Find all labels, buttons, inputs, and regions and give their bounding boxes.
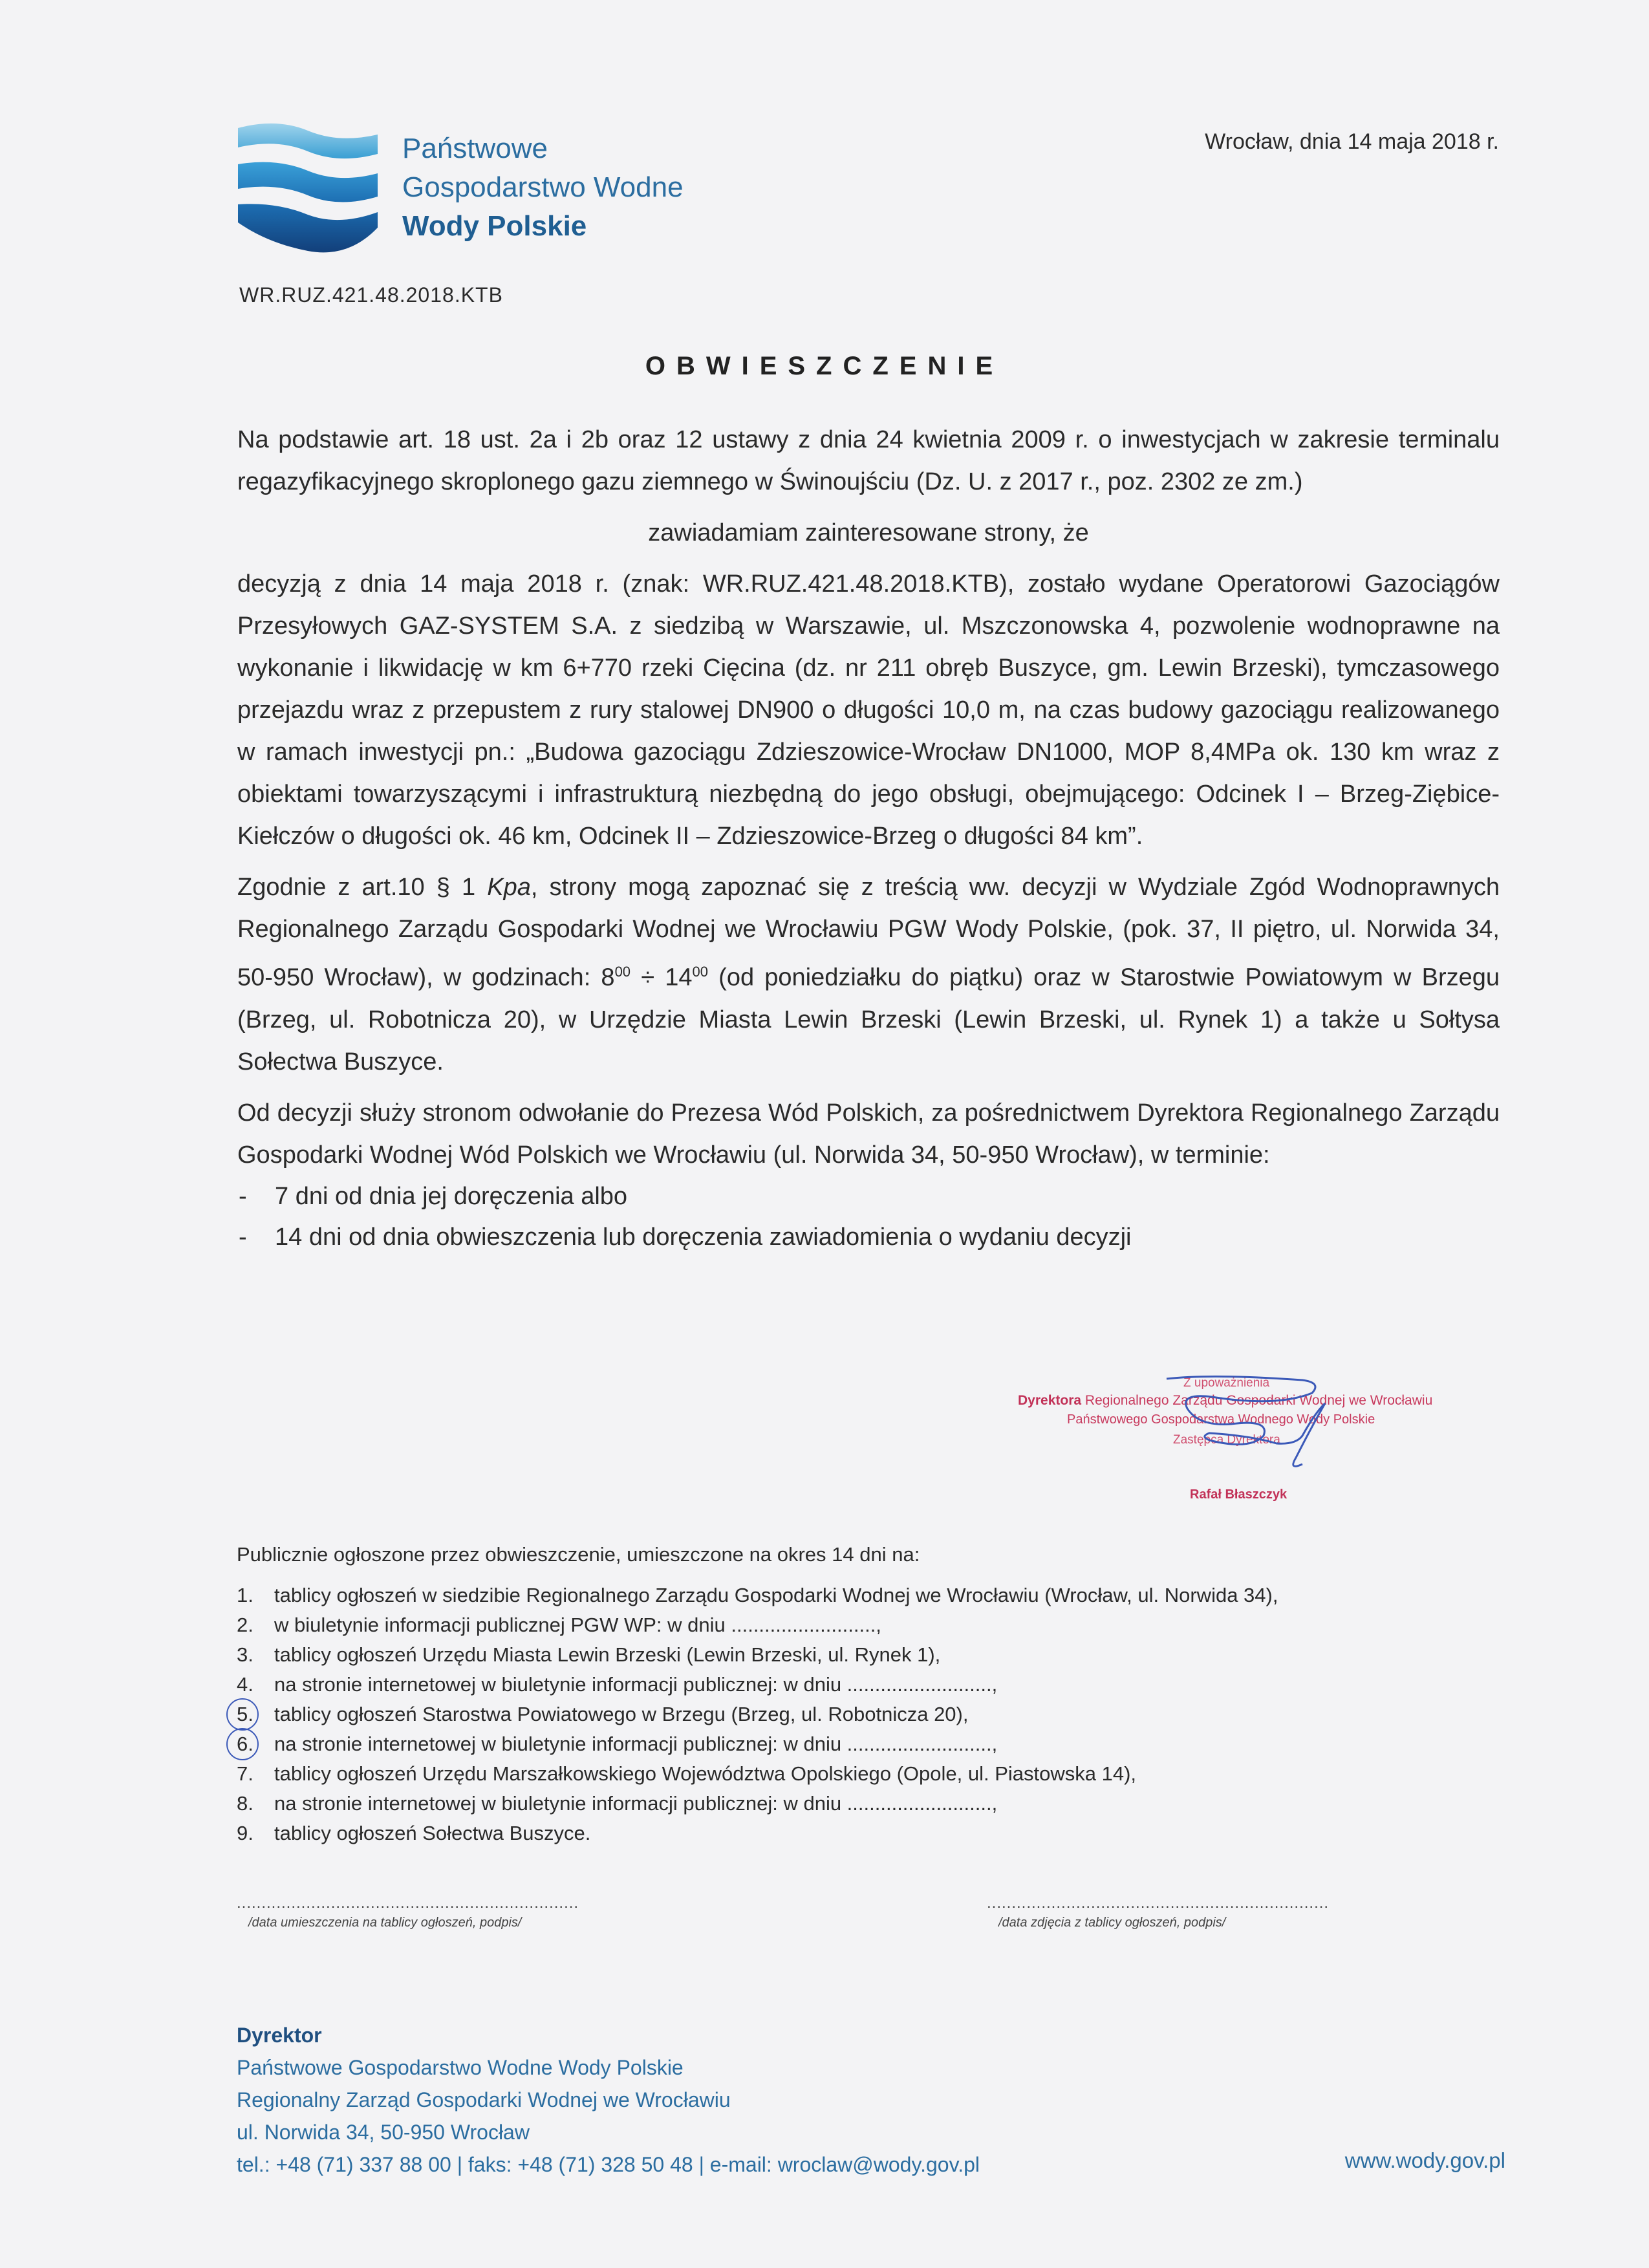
list-item [237,1789,1465,1819]
item-number: 5. [237,1703,253,1725]
place-date: Wrocław, dnia 14 maja 2018 r. [1205,129,1499,154]
org-name-line3: Wody Polskie [402,210,587,242]
appeal-paragraph: Od decyzji służy stronom odwołanie do Prezesa Wód Polskich, za pośrednictwem Dyrektora Regionalnego Zarządu Gospodarki Wodnej Wód Polskich we Wrocławiu (ul. Norwida 34, 50-950 Wrocław), w terminie: [237,1099,1500,1169]
hours-end: 14 [665,964,693,991]
document-title: OBWIESZCZENIE [645,352,1004,380]
list-item [237,1670,1465,1700]
hours-divider: ÷ [630,964,665,991]
org-name-line1: Państwowe [402,133,548,164]
inspection-text-c: (od poniedziałku do piątku) oraz w Starostwie Powiatowym w Brzegu (Brzeg, ul. Robotnicza 20), w Urzędzie Miasta Lewin Brzeski (Lewin Brzeski, ul. Rynek 1) a także u Sołtysa Sołectwa Buszyce. [237,964,1500,1075]
inspection-paragraph [237,867,1500,1083]
appeal-term-text: 14 dni od dnia obwieszczenia lub doręczenia zawiadomienia o wydaniu decyzji [275,1223,1132,1251]
list-item [237,1700,1465,1729]
item-text: tablicy ogłoszeń Starostwa Powiatowego w Brzegu (Brzeg, ul. Robotnicza 20), [274,1703,969,1725]
item-text: na stronie internetowej w biuletynie informacji publicznej: w dniu .........................., [274,1733,998,1755]
kpa-abbreviation: Kpa [487,874,531,901]
website-link[interactable]: www.wody.gov.pl [1344,2148,1505,2172]
handwritten-signature [1018,1374,1471,1516]
signature-caption: /data zdjęcia z tablicy ogłoszeń, podpis/ [998,1916,1226,1930]
dash-mark: - [239,1182,247,1210]
signature-dots: ..................................................................... [987,1894,1330,1912]
item-number: 8. [237,1792,253,1815]
item-text: tablicy ogłoszeń w siedzibie Regionalnego Zarządu Gospodarki Wodnej we Wrocławiu (Wrocław, ul. Norwida 34), [274,1584,1278,1606]
list-item [237,1217,1500,1258]
appeal-terms-list [237,1176,1500,1258]
footer-line: Państwowe Gospodarstwo Wodne Wody Polskie [237,2056,684,2079]
dash-mark: - [239,1223,247,1251]
appeal-term-text: 7 dni od dnia jej doręczenia albo [275,1182,628,1210]
signature-field-right [987,1894,1330,1930]
item-text: na stronie internetowej w biuletynie informacji publicznej: w dniu .........................., [274,1673,998,1696]
item-number: 2. [237,1614,253,1636]
footer-line: ul. Norwida 34, 50-950 Wrocław [237,2121,530,2144]
list-item [237,1610,1465,1640]
footer-line: Regionalny Zarząd Gospodarki Wodnej we Wrocławiu [237,2088,731,2111]
list-item [237,1819,1465,1848]
stamp-line4: Zastępca Dyrektora [1173,1433,1280,1447]
inspection-text-a: Zgodnie z art.10 § 1 [237,874,488,901]
hours-start-minutes: 00 [614,964,631,980]
list-item [237,1759,1465,1789]
item-number: 6. [237,1733,253,1755]
pen-circle-mark [226,1728,259,1760]
notification-line: zawiadamiam zainteresowane strony, że [648,519,1089,546]
hours-start: 8 [601,964,615,991]
case-reference: WR.RUZ.421.48.2018.KTB [239,283,503,307]
signature-field-left [237,1894,579,1930]
item-text: tablicy ogłoszeń Urzędu Miasta Lewin Brzeski (Lewin Brzeski, ul. Rynek 1), [274,1643,941,1666]
item-number: 4. [237,1673,253,1696]
notice-body [237,419,1500,1258]
signature-caption: /data umieszczenia na tablicy ogłoszeń, podpis/ [248,1916,522,1930]
wody-polskie-waves-icon [238,122,378,255]
item-text: tablicy ogłoszeń Sołectwa Buszyce. [274,1822,591,1844]
list-item [237,1640,1465,1670]
stamp-signatory-name: Rafał Błaszczyk [1190,1487,1288,1502]
list-item [237,1176,1500,1217]
signature-dots: ..................................................................... [237,1894,579,1912]
item-text: na stronie internetowej w biuletynie informacji publicznej: w dniu .........................., [274,1792,998,1815]
stamp-line2-title: Dyrektora [1018,1393,1082,1408]
footer-heading: Dyrektor [237,2024,322,2047]
item-number: 3. [237,1643,253,1666]
item-number: 7. [237,1762,253,1785]
list-item [237,1729,1465,1759]
stamp-line1: Z upoważnienia [1183,1376,1270,1390]
item-text: tablicy ogłoszeń Urzędu Marszałkowskiego Województwa Opolskiego (Opole, ul. Piastowska 14), [274,1762,1137,1785]
list-item [237,1581,1465,1610]
org-name-line2: Gospodarstwo Wodne [402,171,684,203]
organization-logo-text [402,129,684,246]
inspection-text-b: , strony mogą zapoznać się z treścią ww. decyzji w Wydziale Zgód Wodnoprawnych Regionalnego Zarządu Gospodarki Wodnej we Wrocławiu PGW Wody Polskie, (pok. 37, II piętro, ul. Norwida 34, 50-950 Wrocław), w godzinach: [237,874,1500,991]
footer-contact [237,2019,980,2181]
publication-intro: Publicznie ogłoszone przez obwieszczenie, umieszczone na okres 14 dni na: [237,1543,920,1566]
pen-circle-mark [226,1698,259,1731]
stamp-line2-rest: Regionalnego Zarządu Gospodarki Wodnej we Wrocławiu [1081,1393,1433,1408]
footer-contact-line: tel.: +48 (71) 337 88 00 | faks: +48 (71) 328 50 48 | e-mail: wroclaw@wody.gov.pl [237,2153,980,2176]
item-text: w biuletynie informacji publicznej PGW WP: w dniu .........................., [274,1614,881,1636]
official-stamp [1018,1374,1471,1516]
item-number: 9. [237,1822,253,1844]
publication-list [237,1581,1465,1848]
stamp-line3: Państwowego Gospodarstwa Wodnego Wody Polskie [1067,1412,1375,1427]
item-number: 1. [237,1584,253,1606]
hours-end-minutes: 00 [692,964,708,980]
legal-basis-paragraph: Na podstawie art. 18 ust. 2a i 2b oraz 12 ustawy z dnia 24 kwietnia 2009 r. o inwestycjach w zakresie terminalu regazyfikacyjnego skroplonego gazu ziemnego w Świnoujściu (Dz. U. z 2017 r., poz. 2302 ze zm.) [237,426,1500,495]
decision-paragraph: decyzją z dnia 14 maja 2018 r. (znak: WR.RUZ.421.48.2018.KTB), zostało wydane Operatorowi Gazociągów Przesyłowych GAZ-SYSTEM S.A. z siedzibą w Warszawie, ul. Mszczonowska 4, pozwolenie wodnoprawne na wykonanie i likwidację w km 6+770 rzeki Cięcina (dz. nr 211 obręb Buszyce, gm. Lewin Brzeski), tymczasowego przejazdu wraz z przepustem z rury stalowej DN900 o długości 10,0 m, na czas budowy gazociągu realizowanego w ramach inwestycji pn.: „Budowa gazociągu Zdzieszowice-Wrocław DN1000, MOP 8,4MPa ok. 130 km wraz z obiektami towarzyszącymi i infrastrukturą niezbędną do jego obsługi, obejmującego: Odcinek I – Brzeg-Ziębice-Kiełczów o długości ok. 46 km, Odcinek II – Zdzieszowice-Brzeg o długości 84 km”. [237,570,1500,850]
